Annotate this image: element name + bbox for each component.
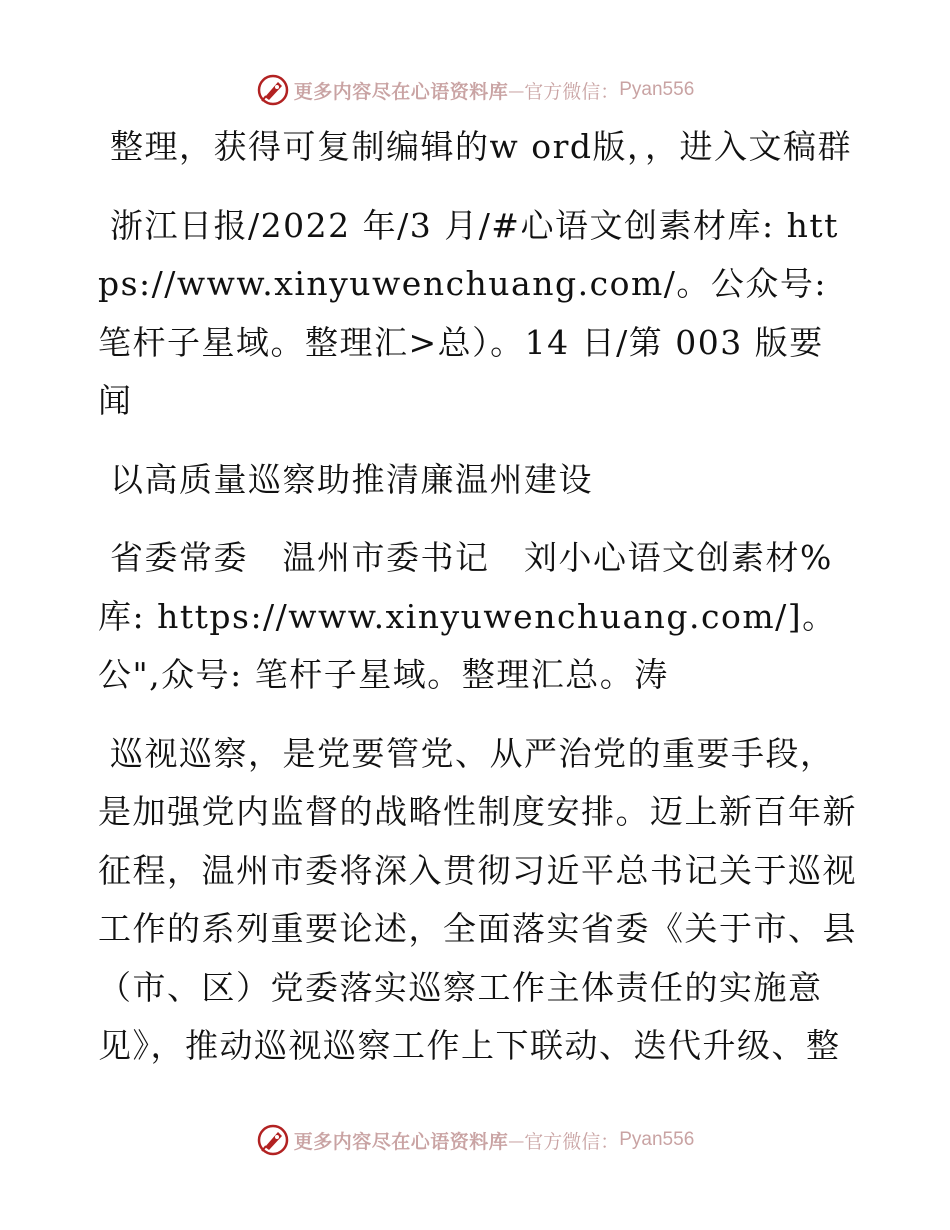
paragraph-body: 巡视巡察，是党要管党、从严治党的重要手段，是加强党内监督的战略性制度安排。迈上新百年新征程，温州市委将深入贯彻习近平总书记关于巡视工作的系列重要论述，全面落实省委《关于市、县（市、区）党委落实巡察工作主体责任的实施意见》，推动巡视巡察工作上下联动、迭代升级、整	[98, 733, 857, 1065]
header-banner	[0, 70, 950, 110]
paragraph-source: 浙江日报/2022 年/3 月/#心语文创素材库: https://www.xinyuwenchuang.com/。公众号: 笔杆子星域。整理汇>总）。14 日/第 003 版要闻	[98, 205, 839, 420]
document-body	[98, 118, 858, 1096]
banner-account: Pyan556	[619, 1129, 695, 1150]
banner-subtitle: 官方微信：	[524, 1130, 620, 1153]
article-title: 以高质量巡察助推清廉温州建设	[110, 459, 593, 499]
banner-dash: —	[508, 1130, 525, 1150]
pen-nib-logo-icon	[256, 73, 290, 107]
article-author: 省委常委 温州市委书记 刘小心语文创素材%库: https://www.xinyuwenchuang.com/]。公",众号: 笔杆子星域。整理汇总。涛	[98, 538, 837, 694]
paragraph-intro: 整理，获得可复制编辑的w ord版，，进入文稿群	[110, 127, 853, 166]
banner-subtitle: 官方微信：	[524, 80, 620, 103]
banner-account: Pyan556	[619, 79, 695, 100]
footer-banner	[0, 1120, 950, 1160]
banner-text: 更多内容尽在心语资料库	[293, 1130, 509, 1153]
banner-text: 更多内容尽在心语资料库	[293, 80, 509, 103]
banner-dash: —	[508, 80, 525, 100]
pen-nib-logo-icon	[256, 1123, 290, 1157]
